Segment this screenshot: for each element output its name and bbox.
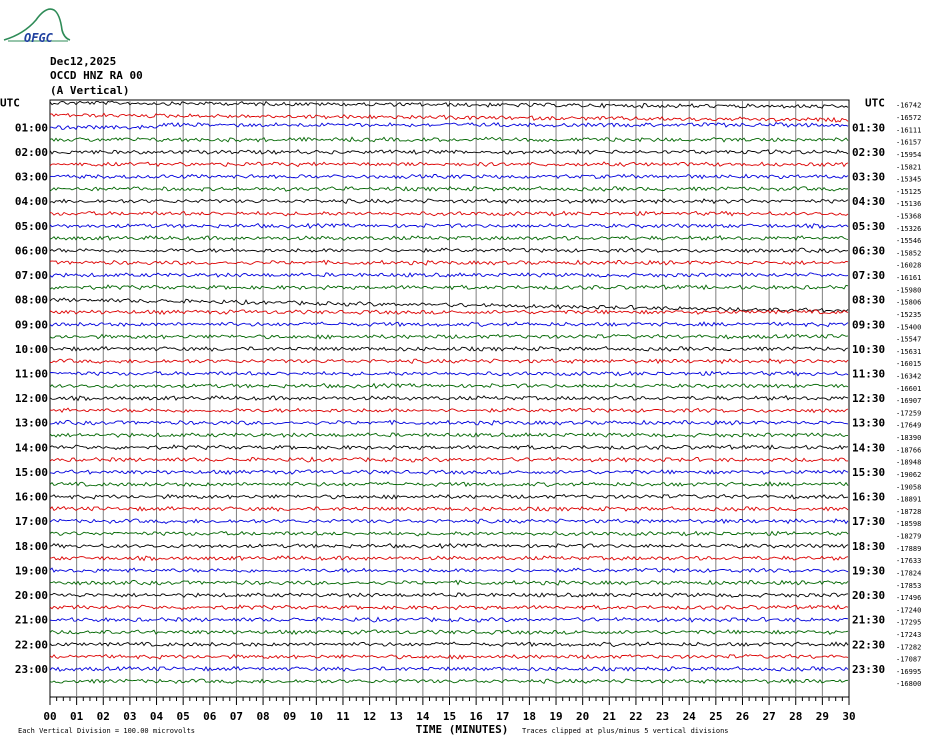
left-hour-label: 02:00 [14, 145, 48, 159]
trace-value-label: -17087 [896, 655, 922, 664]
left-hour-label: 21:00 [14, 613, 48, 627]
x-tick-label: 28 [789, 710, 803, 723]
left-hour-label: 07:00 [14, 269, 48, 283]
trace-value-label: -17240 [896, 606, 922, 615]
x-axis-label: TIME (MINUTES) [415, 723, 509, 736]
right-hour-label: 23:30 [852, 662, 886, 676]
trace-value-label: -15125 [896, 187, 922, 196]
trace-value-label: -15235 [896, 310, 922, 319]
left-hour-label: 04:00 [14, 195, 48, 209]
x-tick-label: 17 [496, 710, 510, 723]
trace-value-label: -17853 [896, 581, 922, 590]
trace-value-label: -18891 [896, 495, 922, 504]
x-tick-label: 20 [576, 710, 590, 723]
x-tick-label: 14 [416, 710, 430, 723]
x-tick-label: 16 [469, 710, 483, 723]
trace-value-label: -15821 [896, 163, 922, 172]
header-date: Dec12,2025 [50, 55, 117, 68]
x-tick-label: 15 [442, 710, 457, 723]
left-hour-label: 14:00 [14, 441, 48, 455]
right-hour-label: 22:30 [852, 638, 886, 652]
trace-value-label: -15326 [896, 224, 922, 233]
x-tick-label: 08 [256, 710, 270, 723]
left-hour-label: 11:00 [14, 367, 48, 381]
x-tick-label: 27 [762, 710, 776, 723]
trace-value-label: -17824 [896, 569, 922, 578]
left-hour-label: 23:00 [14, 662, 48, 676]
trace-value-label: -15631 [896, 347, 922, 356]
left-hour-label: 15:00 [14, 465, 48, 479]
clip-note: Traces clipped at plus/minus 5 vertical divisions [522, 727, 729, 735]
right-hour-label: 06:30 [852, 244, 886, 258]
trace-value-label: -15852 [896, 249, 922, 258]
trace-value-label: -16742 [896, 101, 922, 110]
trace-value-label: -16157 [896, 138, 922, 147]
trace-value-label: -16995 [896, 667, 922, 676]
x-tick-label: 30 [842, 710, 856, 723]
x-tick-label: 25 [709, 710, 723, 723]
x-tick-label: 26 [735, 710, 750, 723]
left-hour-label: 17:00 [14, 515, 48, 529]
trace-value-label: -15547 [896, 335, 922, 344]
right-hour-label: 01:30 [852, 121, 886, 135]
x-tick-label: 10 [309, 710, 323, 723]
x-tick-label: 04 [149, 710, 164, 723]
trace-value-label: -16342 [896, 372, 922, 381]
header-component: (A Vertical) [50, 84, 130, 97]
trace-value-label: -16028 [896, 261, 922, 270]
right-hour-label: 02:30 [852, 145, 886, 159]
x-tick-label: 01 [70, 710, 84, 723]
trace-value-label: -15546 [896, 237, 922, 246]
left-hour-label: 03:00 [14, 170, 48, 184]
left-axis-label: UTC [0, 96, 20, 110]
right-hour-label: 18:30 [852, 539, 886, 553]
x-tick-label: 18 [522, 710, 537, 723]
right-hour-label: 09:30 [852, 318, 886, 332]
trace-value-label: -18766 [896, 446, 922, 455]
trace-value-label: -17496 [896, 594, 922, 603]
trace-value-label: -18728 [896, 507, 922, 516]
left-hour-label: 12:00 [14, 392, 48, 406]
x-tick-label: 13 [389, 710, 403, 723]
right-hour-label: 15:30 [852, 465, 886, 479]
trace-value-label: -16161 [896, 274, 922, 283]
right-hour-label: 05:30 [852, 219, 886, 233]
x-tick-label: 02 [96, 710, 110, 723]
x-tick-label: 29 [815, 710, 829, 723]
trace-value-label: -15806 [896, 298, 922, 307]
trace-value-label: -16015 [896, 360, 922, 369]
trace-value-label: -17889 [896, 544, 922, 553]
right-hour-label: 13:30 [852, 416, 886, 430]
trace-value-label: -16800 [896, 680, 922, 689]
right-hour-label: 07:30 [852, 269, 886, 283]
trace-value-label: -16907 [896, 397, 922, 406]
x-tick-label: 12 [362, 710, 377, 723]
right-hour-label: 08:30 [852, 293, 886, 307]
right-hour-label: 11:30 [852, 367, 886, 381]
trace-value-label: -15368 [896, 212, 922, 221]
trace-value-label: -17282 [896, 643, 922, 652]
trace-value-label: -18390 [896, 434, 922, 443]
trace-value-label: -17243 [896, 631, 922, 640]
right-hour-label: 16:30 [852, 490, 886, 504]
trace-value-label: -18598 [896, 520, 922, 529]
x-tick-label: 19 [549, 710, 563, 723]
left-hour-label: 01:00 [14, 121, 48, 135]
left-hour-label: 20:00 [14, 589, 48, 603]
right-hour-label: 04:30 [852, 195, 886, 209]
trace-value-label: -17259 [896, 409, 922, 418]
right-axis-label: UTC [865, 96, 885, 110]
trace-value-label: -17633 [896, 557, 922, 566]
trace-value-label: -15400 [896, 323, 922, 332]
right-hour-label: 19:30 [852, 564, 886, 578]
trace-value-label: -18279 [896, 532, 922, 541]
x-tick-label: 07 [229, 710, 244, 723]
left-hour-label: 10:00 [14, 342, 48, 356]
left-hour-label: 08:00 [14, 293, 48, 307]
left-hour-label: 09:00 [14, 318, 48, 332]
x-tick-label: 06 [203, 710, 217, 723]
left-hour-label: 19:00 [14, 564, 48, 578]
right-hour-label: 21:30 [852, 613, 886, 627]
x-tick-label: 03 [123, 710, 137, 723]
trace-value-label: -16572 [896, 114, 922, 123]
right-hour-label: 20:30 [852, 589, 886, 603]
trace-value-label: -15345 [896, 175, 922, 184]
left-hour-label: 22:00 [14, 638, 48, 652]
x-tick-label: 05 [176, 710, 190, 723]
trace-value-label: -17649 [896, 421, 922, 430]
right-hour-label: 14:30 [852, 441, 886, 455]
x-tick-label: 21 [602, 710, 616, 723]
left-hour-label: 06:00 [14, 244, 48, 258]
trace-value-label: -17295 [896, 618, 922, 627]
right-hour-label: 10:30 [852, 342, 886, 356]
right-hour-label: 03:30 [852, 170, 886, 184]
trace-value-label: -19058 [896, 483, 922, 492]
header-station: OCCD HNZ RA 00 [50, 69, 143, 82]
left-hour-label: 05:00 [14, 219, 48, 233]
trace-value-label: -15954 [896, 150, 922, 159]
x-tick-label: 22 [629, 710, 643, 723]
x-tick-label: 23 [655, 710, 670, 723]
trace-value-label: -15980 [896, 286, 922, 295]
x-tick-label: 24 [682, 710, 696, 723]
right-hour-label: 12:30 [852, 392, 886, 406]
x-tick-label: 11 [336, 710, 350, 723]
trace-value-label: -15136 [896, 200, 922, 209]
left-hour-label: 13:00 [14, 416, 48, 430]
scale-note: Each Vertical Division = 100.00 microvolts [18, 727, 196, 735]
left-hour-label: 18:00 [14, 539, 48, 553]
x-tick-label: 09 [283, 710, 297, 723]
left-hour-label: 16:00 [14, 490, 48, 504]
trace-value-label: -16111 [896, 126, 922, 135]
logo-text: OFGC [24, 31, 53, 44]
trace-value-label: -19062 [896, 470, 922, 479]
trace-value-label: -18948 [896, 458, 922, 467]
trace-value-label: -16601 [896, 384, 922, 393]
right-hour-label: 17:30 [852, 515, 886, 529]
x-tick-label: 00 [43, 710, 57, 723]
